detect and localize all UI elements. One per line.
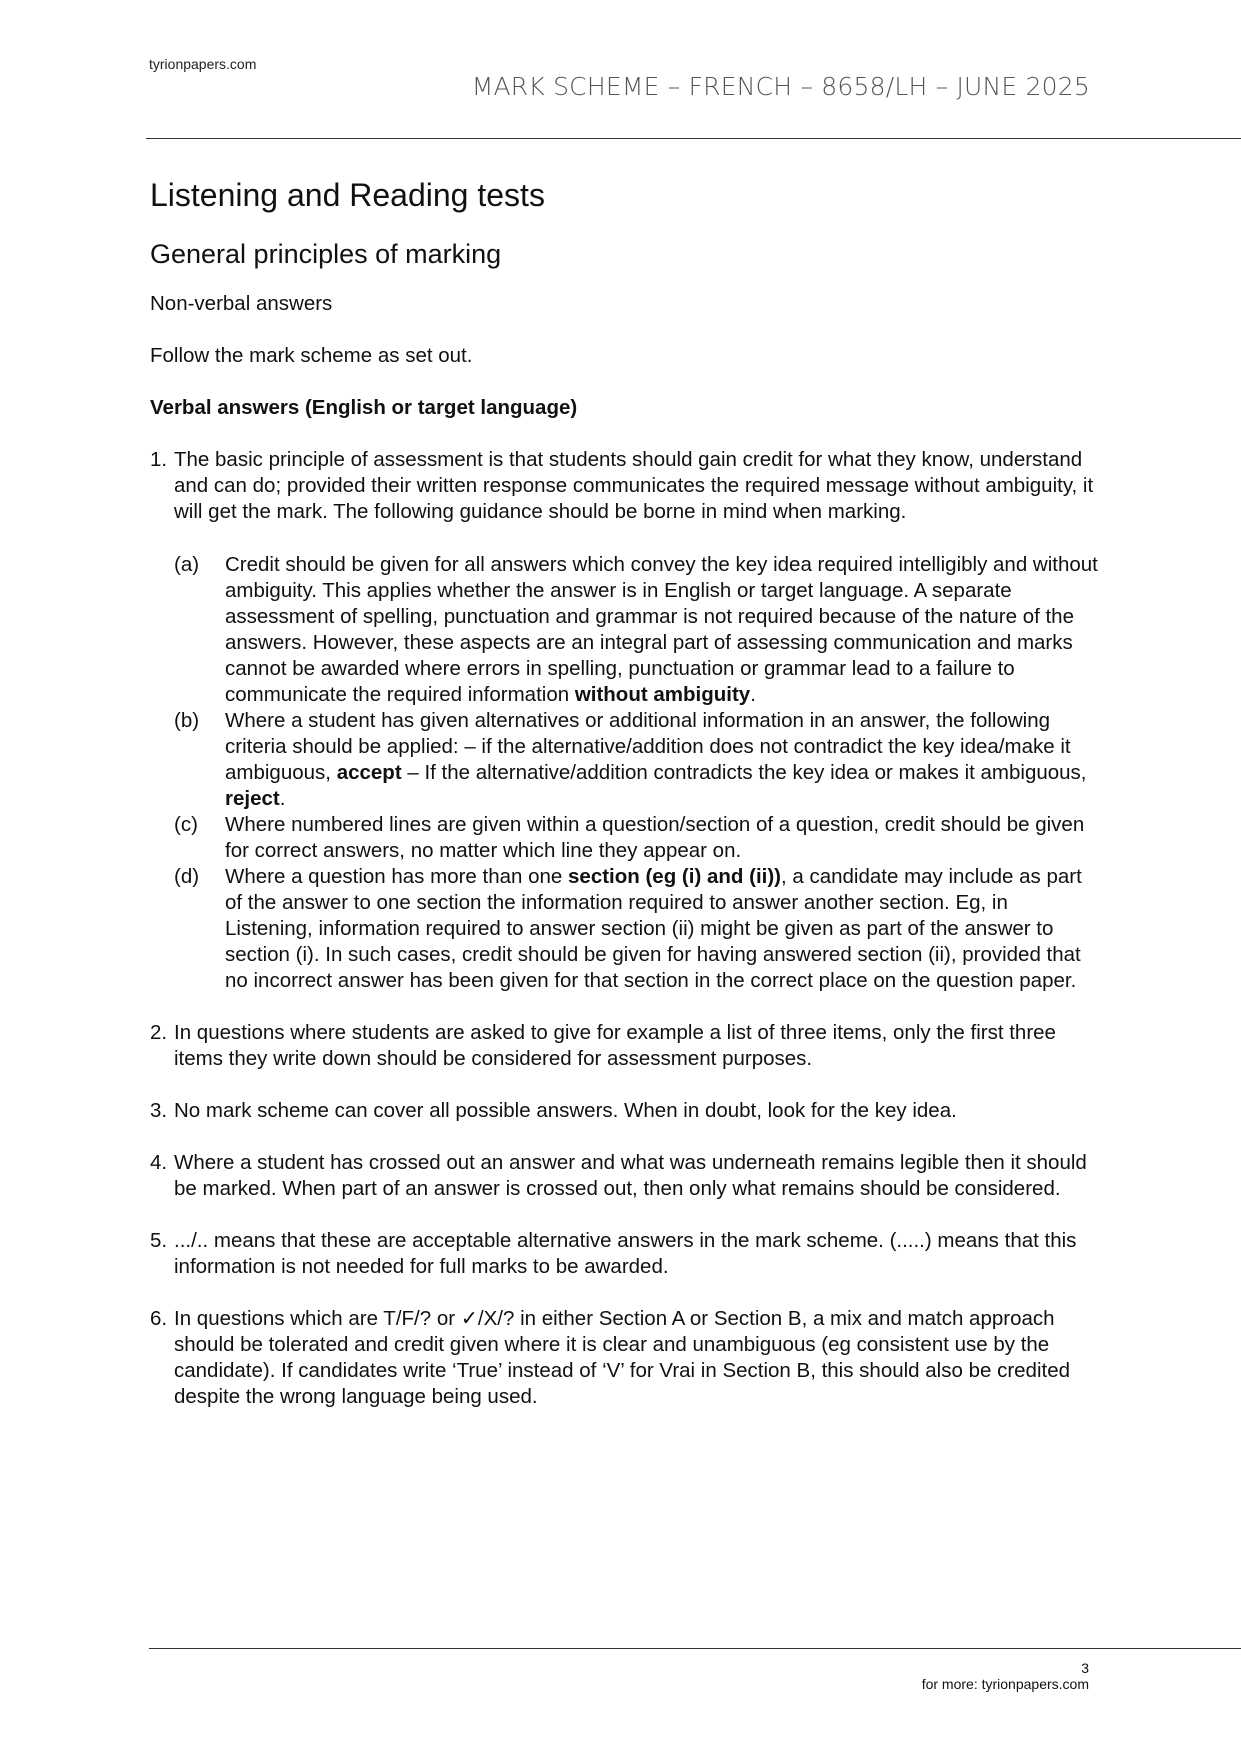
list-item [150, 1020, 1100, 1072]
list-item-number: 6. [150, 1307, 168, 1330]
nonverbal-text: Follow the mark scheme as set out. [150, 344, 473, 367]
list-item [150, 1306, 1100, 1410]
header-site-url: tyrionpapers.com [149, 56, 257, 72]
text-run: , a candidate may include as part of the answer to one section the information required to answer another section. Eg, in Listening, information required to answer section (ii) might be given as part of the answer to section (i). In such cases, credit should be given for having answered section (ii), provided that no incorrect answer has been given for that section in the correct place on the question paper. [225, 865, 1082, 992]
text-run: Where numbered lines are given within a question/section of a question, credit should be given for correct answers, no matter which line they appear on. [225, 813, 1085, 862]
sub-item-label: (d) [174, 865, 200, 888]
footer-site-url: for more: tyrionpapers.com [921, 1676, 1089, 1692]
list-item-text: Where a student has crossed out an answer and what was underneath remains legible then it should be marked. When part of an answer is crossed out, then only what remains should be considered. [174, 1151, 1087, 1200]
sub-list-item [174, 812, 1100, 864]
sub-item-text [225, 812, 1100, 864]
list-item-body [174, 1306, 1100, 1410]
text-run: . [750, 683, 756, 706]
text-run: Where a question has more than one [225, 865, 569, 888]
sub-item-label: (b) [174, 709, 200, 732]
list-item-number: 4. [150, 1151, 168, 1174]
sub-list-item [174, 552, 1100, 708]
sub-item-text [225, 864, 1100, 994]
nonverbal-title: Non-verbal answers [150, 292, 333, 315]
sub-item-text [225, 552, 1100, 708]
list-item-number: 1. [150, 448, 168, 471]
sub-item-label: (c) [174, 813, 198, 836]
text-run: . [279, 787, 286, 810]
list-item-body [174, 1150, 1100, 1202]
list-item-body [174, 1228, 1100, 1280]
footer-divider [149, 1648, 1241, 1649]
list-item-text: In questions which are T/F/? or ✓/X/? in either Section A or Section B, a mix and match approach should be tolerated and credit given where it is clear and unambiguous (eg consistent use by the candidate). If candidates write ‘True’ instead of ‘V’ for Vrai in Section B, this should also be credited despite the wrong language being used. [174, 1307, 1071, 1408]
list-item-text: No mark scheme can cover all possible answers. When in doubt, look for the key idea. [174, 1099, 957, 1122]
list-item-text: The basic principle of assessment is that students should gain credit for what they know, understand and can do; provided their written response communicates the required message without ambiguity, it will get the mark. The following guidance should be borne in mind when marking. [174, 448, 1094, 523]
sub-list [174, 552, 1100, 994]
list-item [150, 1098, 1100, 1124]
list-item-number: 5. [150, 1229, 168, 1252]
header-divider [146, 138, 1241, 139]
list-item [150, 1150, 1100, 1202]
header-title: MARK SCHEME – FRENCH – 8658/LH – JUNE 2025 [471, 72, 1090, 101]
text-run: Credit should be given for all answers which convey the key idea required intelligibly and without ambiguity. This applies whether the answer is in English or target language. A separate assessment of spelling, punctuation and grammar is not required because of the nature of the answers. However, these aspects are an integral part of assessing communication and marks cannot be awarded where errors in spelling, punctuation or grammar lead to a failure to communicate the required information [225, 553, 1098, 706]
list-item [150, 1228, 1100, 1280]
emphasis-text: accept [336, 761, 402, 784]
list-item-number: 2. [150, 1021, 168, 1044]
sub-item-label: (a) [174, 553, 200, 576]
emphasis-text: section (eg (i) and (ii)) [568, 865, 781, 888]
section-heading: General principles of marking [150, 239, 502, 269]
list-item [150, 447, 1100, 994]
list-item-text: .../.. means that these are acceptable alternative answers in the mark scheme. (.....) means that this information is not needed for full marks to be awarded. [174, 1229, 1077, 1278]
emphasis-text: without ambiguity [574, 683, 751, 706]
emphasis-text: reject [225, 787, 280, 810]
list-item-body [174, 447, 1100, 994]
list-item-number: 3. [150, 1099, 168, 1122]
verbal-title: Verbal answers (English or target language) [150, 396, 578, 419]
page-number: 3 [1081, 1660, 1089, 1676]
list-item-body [174, 1020, 1100, 1072]
text-run: – If the alternative/addition contradicts the key idea or makes it ambiguous, [401, 761, 1087, 784]
text-run: Where a student has given alternatives or additional information in an answer, the following criteria should be applied: – if the alternative/addition does not contradict the key idea/make it ambiguous, [225, 709, 1071, 784]
numbered-list [150, 447, 1100, 1410]
document-body [150, 175, 1100, 1436]
list-item-text: In questions where students are asked to give for example a list of three items, only the first three items they write down should be considered for assessment purposes. [174, 1021, 1056, 1070]
sub-list-item [174, 708, 1100, 812]
list-item-body [174, 1098, 1100, 1124]
page-heading: Listening and Reading tests [150, 177, 545, 213]
sub-item-text [225, 708, 1100, 812]
sub-list-item [174, 864, 1100, 994]
